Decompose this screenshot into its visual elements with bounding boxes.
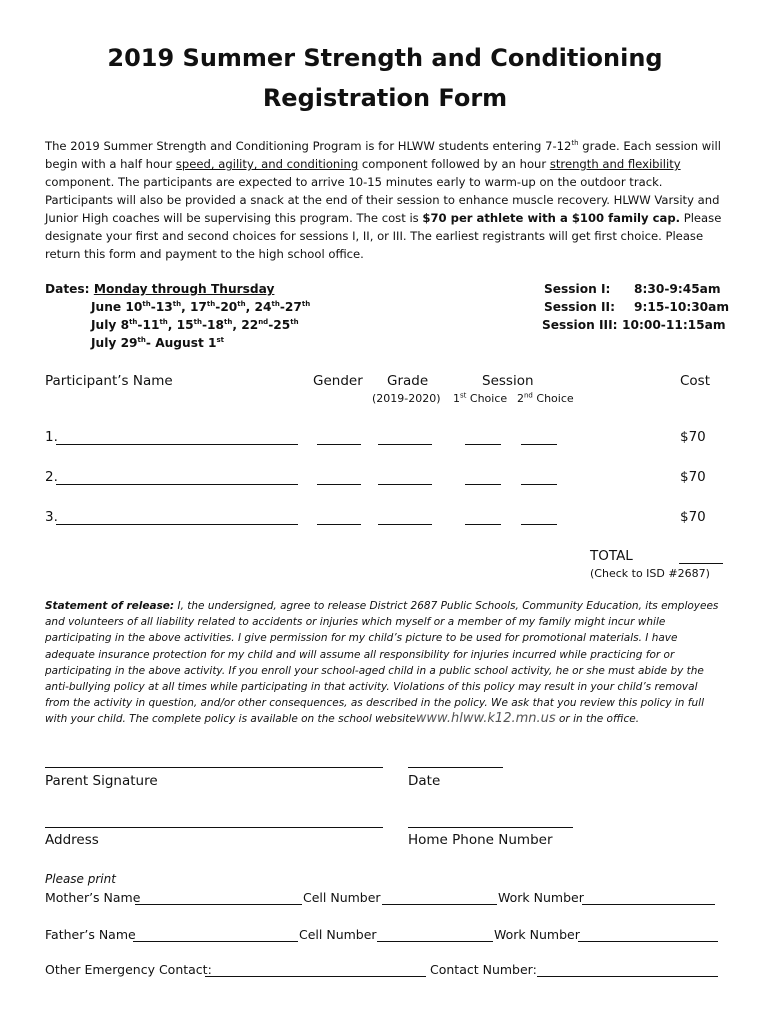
mother-name-field[interactable] — [135, 904, 302, 905]
father-name-label: Father’s Name — [45, 927, 136, 942]
header-grade-year: (2019-2020) — [372, 392, 441, 405]
home-phone-field[interactable] — [408, 827, 573, 828]
row-1-name-field[interactable] — [56, 444, 298, 445]
row-1-grade-field[interactable] — [378, 444, 432, 445]
emergency-contact-field[interactable] — [205, 976, 426, 977]
date-label: Date — [408, 773, 441, 789]
row-3-gender-field[interactable] — [317, 524, 361, 525]
header-participant-name: Participant’s Name — [45, 373, 173, 389]
website-link[interactable]: www.hlww.k12.mn.us — [415, 711, 556, 727]
father-name-field[interactable] — [133, 941, 298, 942]
header-session: Session — [482, 373, 534, 389]
contact-number-field[interactable] — [537, 976, 718, 977]
row-3-name-field[interactable] — [56, 524, 298, 525]
session-3-time: 10:00-11:15am — [622, 318, 726, 332]
session-1-label: Session I: — [544, 282, 611, 296]
row-3-second-choice-field[interactable] — [521, 524, 557, 525]
total-note: (Check to ISD #2687) — [590, 567, 710, 580]
intro-paragraph: The 2019 Summer Strength and Conditioning Program is for HLWW students entering 7-12th grade. Each session will begin with a half hour speed, agility, and conditioning component followed by an hour strength and flexibility component. The participants are expected to arrive 10-15 minutes early to warm-up on the outdoor track. Participants will also be provided a snack at the end of their session to enhance muscle recovery. HLWW Varsity and Junior High coaches will be supervising this program. The cost is $70 per athlete with a $100 family cap. Please designate your first and second choices for sessions I, II, or III. The earliest registrants will get first choice. Please return this form and payment to the high school office. — [45, 139, 722, 261]
row-2-cost: $70 — [680, 469, 706, 485]
dates-june: June 10th-13th, 17th-20th, 24th-27th — [91, 299, 311, 314]
mother-work-label: Work Number — [498, 890, 584, 905]
row-2-name-field[interactable] — [56, 484, 298, 485]
father-work-field[interactable] — [578, 941, 718, 942]
mother-cell-label: Cell Number — [303, 890, 381, 905]
row-3-first-choice-field[interactable] — [465, 524, 501, 525]
session-2-label: Session II: — [544, 300, 615, 314]
mother-work-field[interactable] — [582, 904, 715, 905]
date-field[interactable] — [408, 767, 503, 768]
row-1-cost: $70 — [680, 429, 706, 445]
dates-july: July 8th-11th, 15th-18th, 22nd-25th — [91, 317, 299, 332]
mother-name-label: Mother’s Name — [45, 890, 141, 905]
row-2-grade-field[interactable] — [378, 484, 432, 485]
release-statement: Statement of release: I, the undersigned, agree to release District 2687 Public Schools, Community Education, its employees and volunteers of all liability related to accidents or injuries which myself or a member of my family might incur while participating in the above activities. I give permission for my child’s picture to be used for promotional materials. I have adequate insurance protection for my child and will assume all responsibility for injuries incurred while practicing for or participating in the above activity. If you enroll your school-aged child in a public school activity, he or she must abide by the anti-bullying policy at all times while participating in that activity. Violations of this policy may result in your child’s removal from the activity in question, and/or other consequences, as described in the policy. We ask that you review this policy in full with your child. The complete policy is available on the school websitewww.hlww.k12.mn.us or in the office. — [45, 600, 719, 727]
row-1-second-choice-field[interactable] — [521, 444, 557, 445]
row-2-first-choice-field[interactable] — [465, 484, 501, 485]
please-print-note: Please print — [45, 872, 116, 886]
father-cell-label: Cell Number — [299, 927, 377, 942]
page-subtitle: Registration Form — [262, 84, 508, 112]
emergency-contact-label: Other Emergency Contact: — [45, 962, 212, 977]
row-1-number: 1. — [45, 429, 58, 445]
total-field[interactable] — [679, 563, 723, 564]
row-3-number: 3. — [45, 509, 58, 525]
contact-number-label: Contact Number: — [430, 962, 537, 977]
dates-july-august: July 29th- August 1st — [91, 335, 225, 350]
parent-signature-label: Parent Signature — [45, 773, 158, 789]
row-3-cost: $70 — [680, 509, 706, 525]
dates-label: Dates: Monday through Thursday — [45, 282, 275, 296]
page-title: 2019 Summer Strength and Conditioning — [107, 44, 663, 72]
header-grade: Grade — [387, 373, 429, 389]
address-label: Address — [45, 832, 99, 848]
row-3-grade-field[interactable] — [378, 524, 432, 525]
mother-cell-field[interactable] — [382, 904, 497, 905]
header-second-choice: 2nd Choice — [517, 391, 574, 405]
parent-signature-field[interactable] — [45, 767, 383, 768]
session-3-label: Session III: — [542, 318, 618, 332]
father-cell-field[interactable] — [377, 941, 493, 942]
row-2-gender-field[interactable] — [317, 484, 361, 485]
header-cost: Cost — [680, 373, 711, 389]
father-work-label: Work Number — [494, 927, 580, 942]
row-2-second-choice-field[interactable] — [521, 484, 557, 485]
header-first-choice: 1st Choice — [453, 391, 508, 405]
row-1-first-choice-field[interactable] — [465, 444, 501, 445]
row-1-gender-field[interactable] — [317, 444, 361, 445]
session-2-time: 9:15-10:30am — [634, 300, 730, 314]
header-gender: Gender — [313, 373, 363, 389]
address-field[interactable] — [45, 827, 383, 828]
home-phone-label: Home Phone Number — [408, 832, 553, 848]
session-1-time: 8:30-9:45am — [634, 282, 721, 296]
row-2-number: 2. — [45, 469, 58, 485]
total-label: TOTAL — [590, 548, 633, 564]
